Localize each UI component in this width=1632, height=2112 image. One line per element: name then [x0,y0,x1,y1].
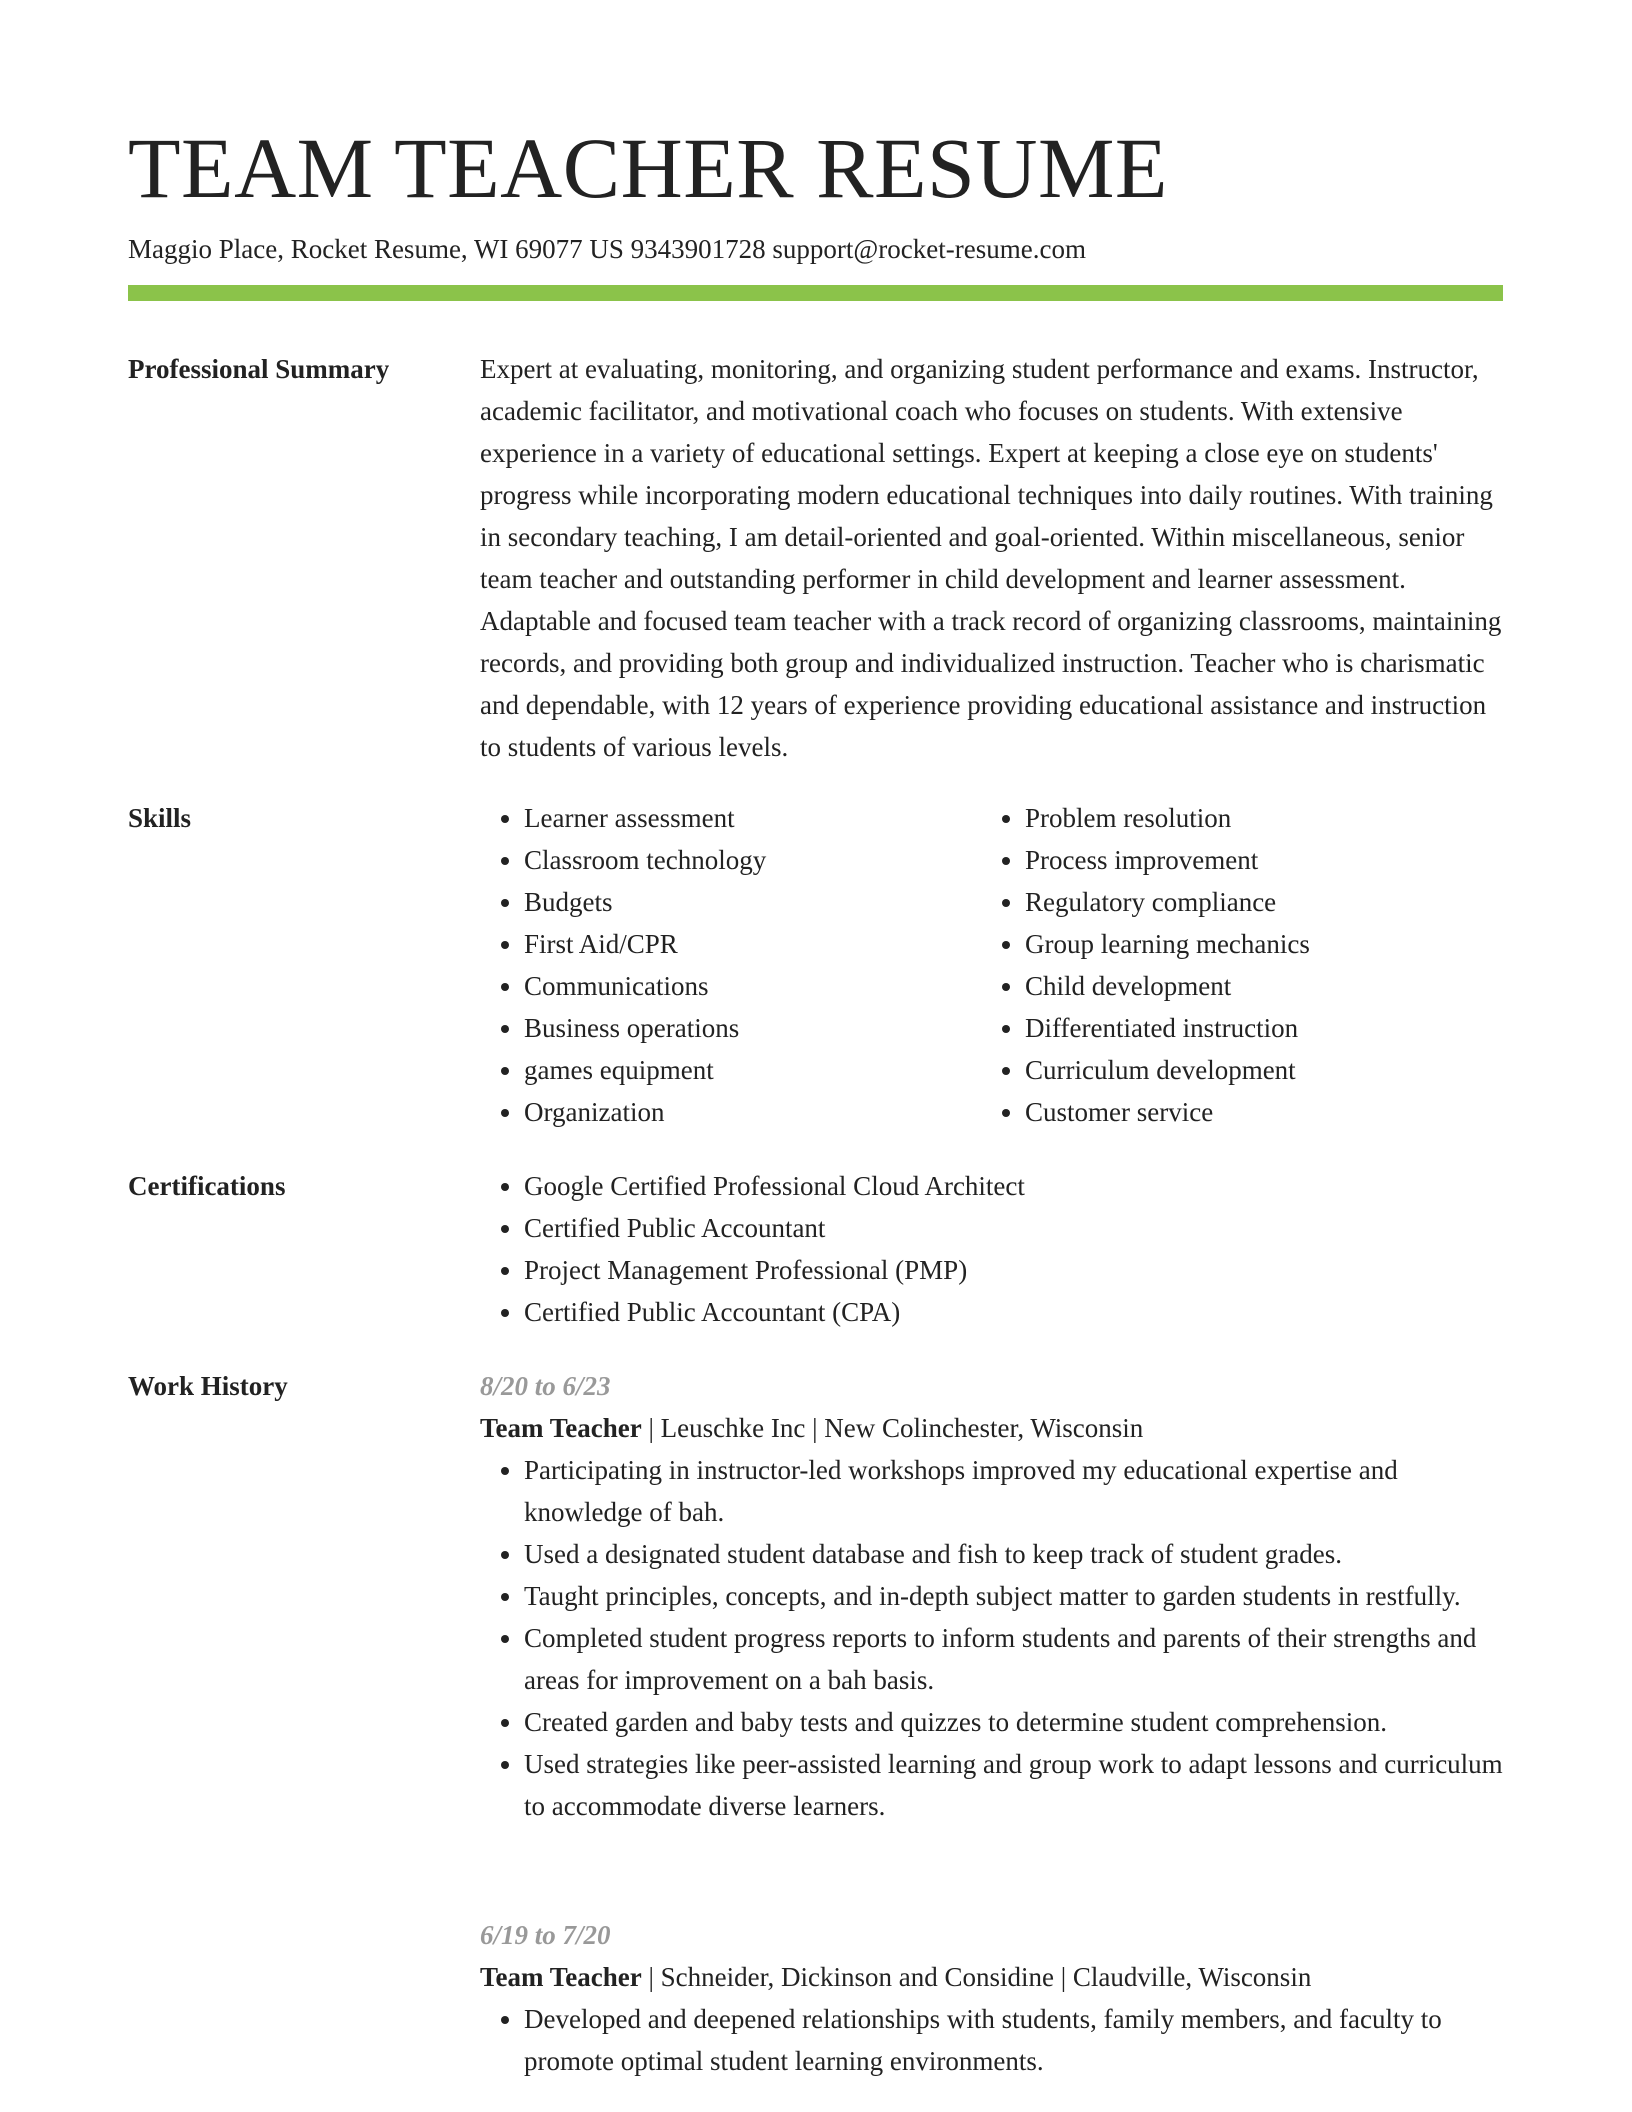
certifications-heading: Certifications [128,1171,286,1201]
job-bullet: • Used strategies like peer-assisted learning and group work to adapt lessons and curriculum to accommodate diverse learners. [524,1743,1503,1827]
skill-item: • Curriculum development [1025,1049,1525,1091]
summary-text: Expert at evaluating, monitoring, and organizing student performance and exams. Instructor, academic facilitator, and motivational coach who focuses on students. With extensive experience in a variety of educational settings. Expert at keeping a close eye on students' progress while incorporating modern educational techniques into daily routines. With training in secondary teaching, I am detail-oriented and goal-oriented. Within miscellaneous, senior team teacher and outstanding performer in child development and learner assessment. Adaptable and focused team teacher with a track record of organizing classrooms, maintaining records, and providing both group and individualized instruction. Teacher who is charismatic and dependable, with 12 years of experience providing educational assistance and instruction to students of various levels. [480,354,1502,762]
skills-heading: Skills [128,803,192,833]
skill-item: • Communications [524,965,1024,1007]
skill-item: • Business operations [524,1007,1024,1049]
job-bullet: • Created garden and baby tests and quizzes to determine student comprehension. [524,1701,1503,1743]
job-title: Team Teacher [480,1962,642,1992]
job-heading [480,1407,1503,1449]
job-heading [480,1956,1503,1998]
resume-title: TEAM TEACHER RESUME [128,120,1168,216]
skill-item: • First Aid/CPR [524,923,1024,965]
job-bullet: • Developed and deepened relationships with students, family members, and faculty to promote optimal student learning environments. [524,1998,1503,2082]
skill-item: • Process improvement [1025,839,1525,881]
certifications-body [480,1165,1503,1333]
summary-heading: Professional Summary [128,354,390,384]
job-dates: 8/20 to 6/23 [480,1371,611,1401]
certification-item: • Certified Public Accountant [524,1207,1503,1249]
job-bullets [480,1449,1503,1827]
job-entry [480,1365,1503,1827]
certifications-list [480,1165,1503,1333]
job-entry [480,1914,1503,2082]
job-bullet: • Used a designated student database and fish to keep track of student grades. [524,1533,1503,1575]
job-title: Team Teacher [480,1413,642,1443]
skills-list-left [480,797,1024,1133]
skill-item: • Group learning mechanics [1025,923,1525,965]
skill-item: • Differentiated instruction [1025,1007,1525,1049]
skill-item: • Budgets [524,881,1024,923]
contact-line: Maggio Place, Rocket Resume, WI 69077 US 9343901728 support@rocket-resume.com [128,234,1086,264]
job-employer-location: | Leuschke Inc | New Colinchester, Wisconsin [641,1413,1144,1443]
job-bullets [480,1998,1503,2082]
work-history-heading: Work History [128,1371,288,1401]
skill-item: • Learner assessment [524,797,1024,839]
skill-item: • Problem resolution [1025,797,1525,839]
job-bullet: • Taught principles, concepts, and in-depth subject matter to garden students in restfully. [524,1575,1503,1617]
summary-body [480,348,1503,768]
skill-item: • games equipment [524,1049,1024,1091]
job-bullet: • Completed student progress reports to inform students and parents of their strengths and areas for improvement on a bah basis. [524,1617,1503,1701]
skills-list-right [981,797,1525,1133]
accent-divider [128,285,1503,301]
certification-item: • Google Certified Professional Cloud Architect [524,1165,1503,1207]
job-dates: 6/19 to 7/20 [480,1920,611,1950]
skill-item: • Organization [524,1091,1024,1133]
job-bullet: • Participating in instructor-led workshops improved my educational expertise and knowledge of bah. [524,1449,1503,1533]
certification-item: • Certified Public Accountant (CPA) [524,1291,1503,1333]
skill-item: • Regulatory compliance [1025,881,1525,923]
skill-item: • Customer service [1025,1091,1525,1133]
job-employer-location: | Schneider, Dickinson and Considine | Claudville, Wisconsin [641,1962,1312,1992]
certification-item: • Project Management Professional (PMP) [524,1249,1503,1291]
skills-body [480,797,1503,1137]
skill-item: • Child development [1025,965,1525,1007]
skill-item: • Classroom technology [524,839,1024,881]
